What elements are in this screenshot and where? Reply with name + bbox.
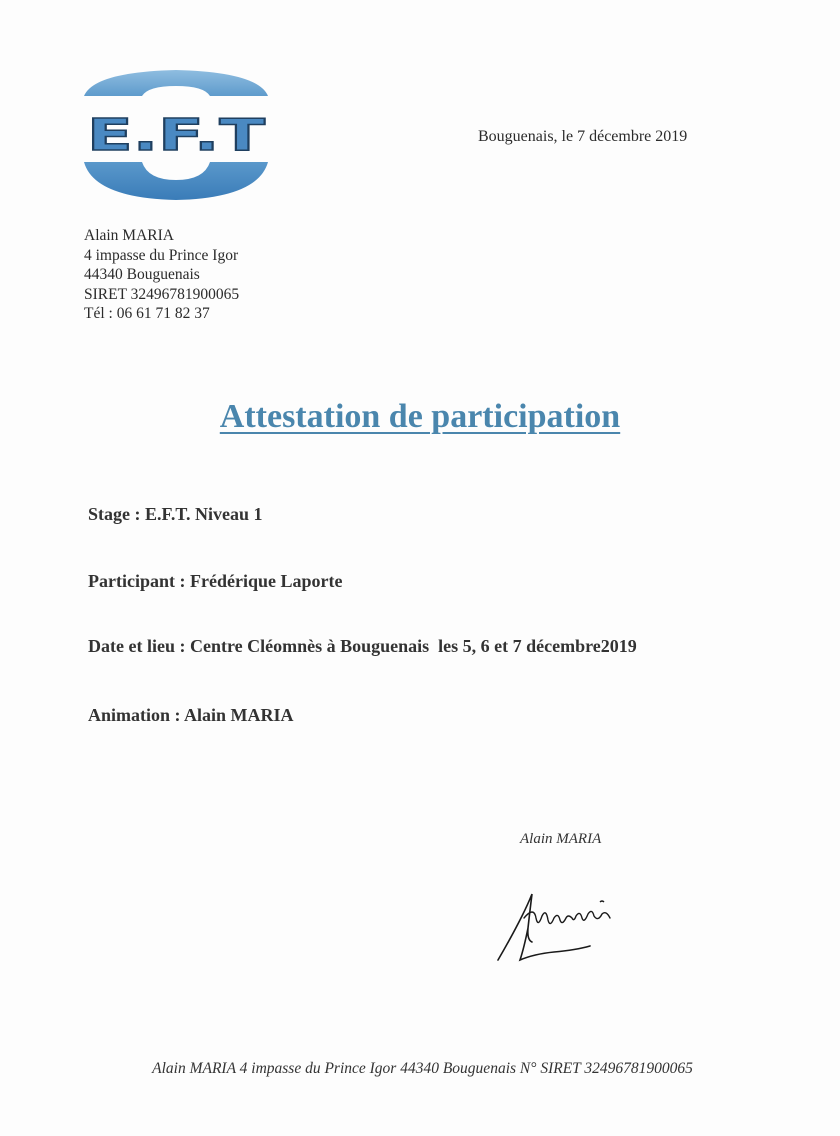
sender-siret: SIRET 32496781900065 xyxy=(84,285,240,303)
sender-city: 44340 Bouguenais xyxy=(84,266,200,283)
logo-text: E.F.T xyxy=(87,110,265,161)
date-line: Bouguenais, le 7 décembre 2019 xyxy=(478,128,688,145)
field-stage: Stage : E.F.T. Niveau 1 xyxy=(88,504,263,524)
field-participant: Participant : Frédérique Laporte xyxy=(88,571,343,591)
eft-logo xyxy=(84,68,268,202)
footer-address: Alain MARIA 4 impasse du Prince Igor 44340 Bouguenais N° SIRET 32496781900065 xyxy=(152,1060,693,1077)
signatory-name: Alain MARIA xyxy=(520,831,602,847)
sender-street: 4 impasse du Prince Igor xyxy=(84,246,239,264)
logo-top-arc xyxy=(84,70,268,96)
handwritten-signature xyxy=(494,888,618,966)
sender-phone: Tél : 06 61 71 82 37 xyxy=(84,305,210,322)
sender-address xyxy=(84,226,239,324)
logo-bottom-arc xyxy=(84,162,268,200)
document-title: Attestation de participation xyxy=(219,398,621,435)
sender-name: Alain MARIA xyxy=(84,227,174,244)
field-animation: Animation : Alain MARIA xyxy=(88,705,294,725)
field-date-lieu: Date et lieu : Centre Cléomnès à Bouguenais les 5, 6 et 7 décembre2019 xyxy=(88,636,637,656)
